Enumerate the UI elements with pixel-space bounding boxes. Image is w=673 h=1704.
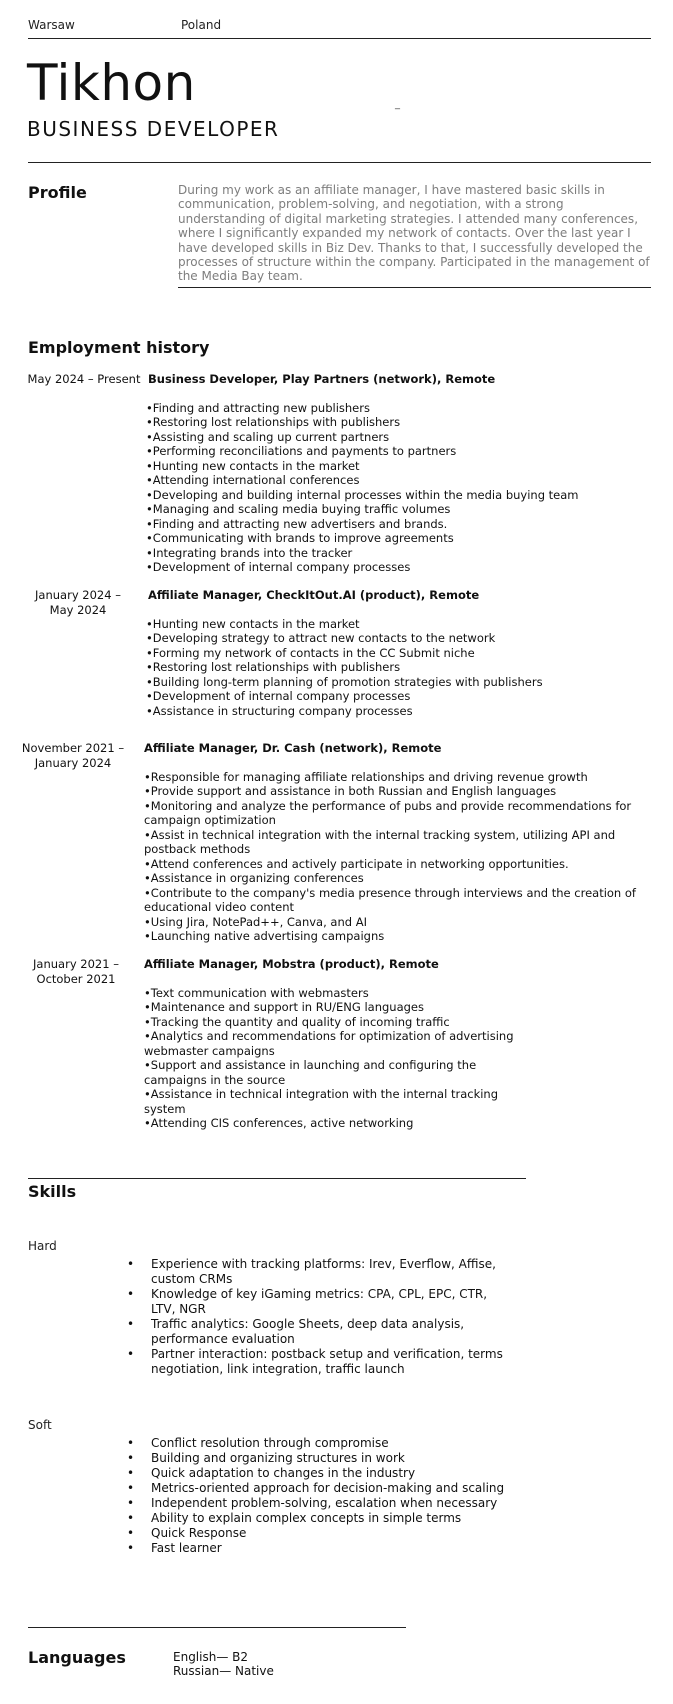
list-item: • Metrics-oriented approach for decision-making and scaling	[127, 1481, 567, 1496]
job-dates: January 2021 – October 2021	[33, 957, 119, 986]
employment-heading: Employment history	[28, 338, 210, 357]
job-title: BUSINESS DEVELOPER	[27, 117, 280, 141]
profile-divider	[178, 287, 651, 288]
list-item: • Building long-term planning of promotion strategies with publishers	[146, 675, 656, 689]
job-position: Affiliate Manager, Mobstra (product), Remote	[144, 957, 439, 971]
list-item: • Assisting and scaling up current partners	[146, 430, 656, 444]
job-duties	[144, 770, 656, 943]
skills-heading: Skills	[28, 1182, 77, 1201]
list-item: • Contribute to the company's media presence through interviews and the creation of educational video content	[144, 886, 656, 915]
list-item: • Fast learner	[127, 1541, 567, 1556]
list-item: • Assist in technical integration with the internal tracking system, utilizing API and postback methods	[144, 828, 656, 857]
stray-dash: _	[395, 99, 400, 110]
list-item: • Using Jira, NotePad++, Canva, and AI	[144, 915, 656, 929]
list-item: • Responsible for managing affiliate relationships and driving revenue growth	[144, 770, 656, 784]
list-item: • Forming my network of contacts in the CC Submit niche	[146, 646, 656, 660]
header-divider	[28, 38, 651, 39]
list-item: • Tracking the quantity and quality of incoming traffic	[144, 1015, 524, 1029]
job-dates: January 2024 – May 2024	[35, 588, 121, 617]
list-item: • Partner interaction: postback setup and verification, terms negotiation, link integration, traffic launch	[127, 1347, 507, 1377]
hard-skills-label: Hard	[28, 1239, 57, 1253]
list-item: • Development of internal company processes	[146, 689, 656, 703]
list-item: • Communicating with brands to improve agreements	[146, 531, 656, 545]
list-item: • Assistance in organizing conferences	[144, 871, 656, 885]
job-duties	[146, 401, 656, 574]
job-position: Affiliate Manager, CheckItOut.AI (product), Remote	[148, 588, 480, 602]
title-divider	[28, 162, 651, 163]
hard-skills-list	[127, 1257, 507, 1377]
list-item: • Attending CIS conferences, active networking	[144, 1116, 524, 1130]
country: Poland	[181, 18, 222, 32]
list-item: • Attending international conferences	[146, 473, 656, 487]
list-item: • Text communication with webmasters	[144, 986, 524, 1000]
profile-text: During my work as an affiliate manager, I have mastered basic skills in communication, problem-solving, and negotiation, with a strong understanding of digital marketing strategies. I attended many conferences, where I significantly expanded my network of contacts. Over the last year I have developed skills in Biz Dev. Thanks to that, I successfully developed the processes of structure within the company. Participated in the management of the Media Bay team.	[178, 183, 650, 284]
list-item: • Launching native advertising campaigns	[144, 929, 656, 943]
languages-divider	[28, 1627, 406, 1628]
soft-skills-label: Soft	[28, 1418, 52, 1432]
list-item: • Ability to explain complex concepts in simple terms	[127, 1511, 567, 1526]
list-item: • Conflict resolution through compromise	[127, 1436, 567, 1451]
list-item: • Attend conferences and actively participate in networking opportunities.	[144, 857, 656, 871]
languages-heading: Languages	[28, 1648, 126, 1667]
job-position: Business Developer, Play Partners (network), Remote	[148, 372, 496, 386]
list-item: • Maintenance and support in RU/ENG languages	[144, 1000, 524, 1014]
list-item: • Developing strategy to attract new contacts to the network	[146, 631, 656, 645]
list-item: • Independent problem-solving, escalation when necessary	[127, 1496, 567, 1511]
list-item: • Provide support and assistance in both Russian and English languages	[144, 784, 656, 798]
job-position: Affiliate Manager, Dr. Cash (network), Remote	[144, 741, 442, 755]
list-item: • Development of internal company processes	[146, 560, 656, 574]
list-item: • Support and assistance in launching and configuring the campaigns in the source	[144, 1058, 524, 1087]
list-item: • Traffic analytics: Google Sheets, deep data analysis, performance evaluation	[127, 1317, 507, 1347]
candidate-name: Tikhon	[27, 54, 196, 112]
profile-heading: Profile	[28, 183, 87, 202]
list-item: • Building and organizing structures in work	[127, 1451, 567, 1466]
job-duties	[144, 986, 524, 1131]
list-item: • Developing and building internal processes within the media buying team	[146, 488, 656, 502]
list-item: • Analytics and recommendations for optimization of advertising webmaster campaigns	[144, 1029, 524, 1058]
soft-skills-list	[127, 1436, 567, 1556]
list-item: • Assistance in technical integration with the internal tracking system	[144, 1087, 524, 1116]
language-item: Russian— Native	[173, 1664, 274, 1678]
list-item: • Managing and scaling media buying traffic volumes	[146, 502, 656, 516]
list-item: • Knowledge of key iGaming metrics: CPA, CPL, EPC, CTR, LTV, NGR	[127, 1287, 507, 1317]
list-item: • Hunting new contacts in the market	[146, 617, 656, 631]
job-dates: May 2024 – Present	[27, 372, 141, 386]
job-duties	[146, 617, 656, 718]
list-item: • Assistance in structuring company processes	[146, 704, 656, 718]
list-item: • Quick adaptation to changes in the industry	[127, 1466, 567, 1481]
list-item: • Monitoring and analyze the performance of pubs and provide recommendations for campaign optimization	[144, 799, 656, 828]
list-item: • Restoring lost relationships with publishers	[146, 660, 656, 674]
list-item: • Quick Response	[127, 1526, 567, 1541]
list-item: • Integrating brands into the tracker	[146, 546, 656, 560]
list-item: • Performing reconciliations and payments to partners	[146, 444, 656, 458]
skills-divider	[28, 1178, 526, 1179]
list-item: • Experience with tracking platforms: Irev, Everflow, Affise, custom CRMs	[127, 1257, 507, 1287]
city: Warsaw	[28, 18, 75, 32]
job-dates: November 2021 – January 2024	[21, 741, 125, 770]
list-item: • Restoring lost relationships with publishers	[146, 415, 656, 429]
list-item: • Finding and attracting new publishers	[146, 401, 656, 415]
language-item: English— B2	[173, 1650, 249, 1664]
list-item: • Finding and attracting new advertisers and brands.	[146, 517, 656, 531]
list-item: • Hunting new contacts in the market	[146, 459, 656, 473]
